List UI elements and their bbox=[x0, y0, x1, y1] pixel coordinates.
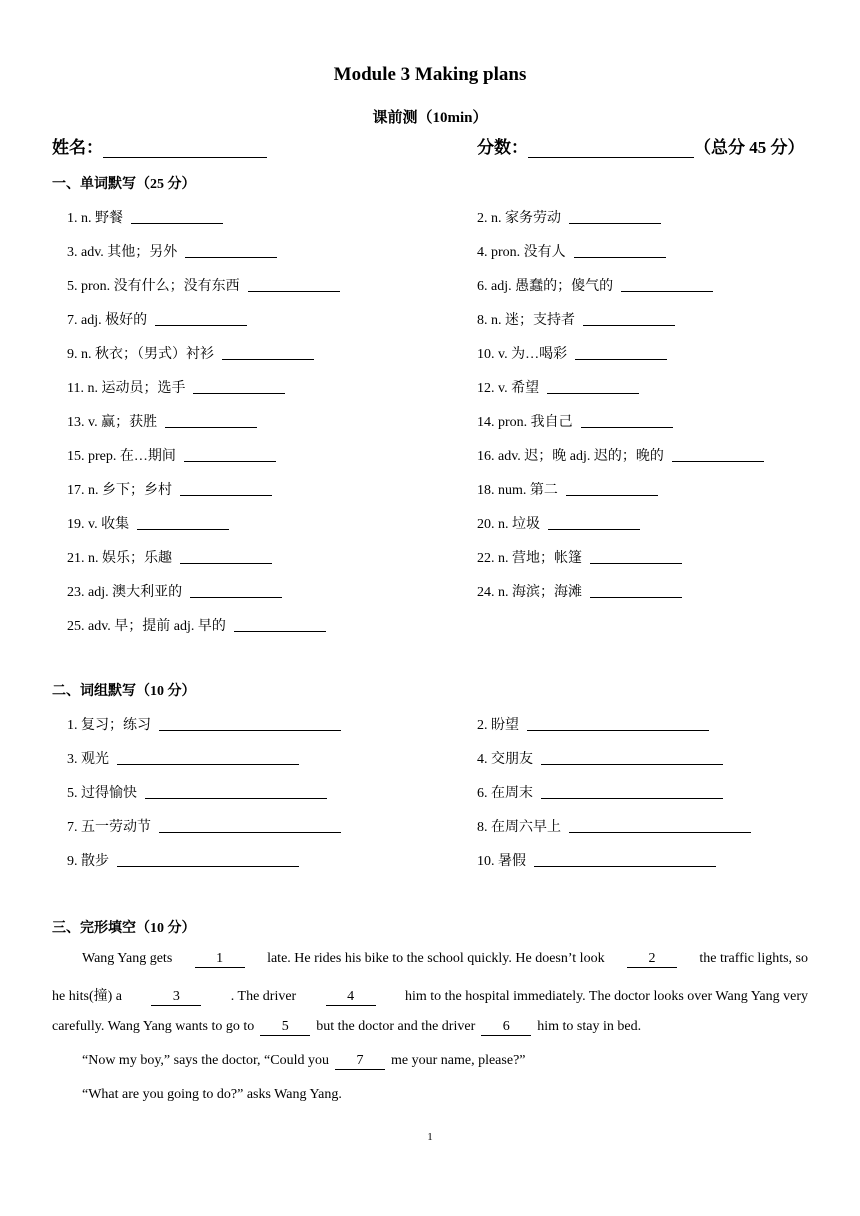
vocab-item-label: 17. n. 乡下；乡村 bbox=[67, 483, 172, 498]
vocab-item-label: 20. n. 垃圾 bbox=[477, 517, 540, 532]
vocab-item bbox=[477, 207, 661, 227]
cloze-blank-7[interactable]: 7 bbox=[335, 1053, 385, 1070]
cloze-text: me your name, please?” bbox=[391, 1053, 526, 1068]
cloze-text: but the doctor and the driver bbox=[316, 1019, 476, 1034]
name-blank[interactable] bbox=[103, 140, 267, 158]
answer-blank[interactable] bbox=[159, 818, 341, 833]
cloze-blank-4[interactable]: 4 bbox=[326, 989, 376, 1006]
vocab-item bbox=[477, 343, 667, 363]
page-title: Module 3 Making plans bbox=[333, 64, 527, 85]
vocab-item bbox=[477, 411, 673, 431]
answer-blank[interactable] bbox=[185, 243, 277, 258]
vocab-item-label: 18. num. 第二 bbox=[477, 483, 558, 498]
phrase-item-label: 2. 盼望 bbox=[477, 718, 519, 733]
answer-blank[interactable] bbox=[566, 481, 658, 496]
answer-blank[interactable] bbox=[184, 447, 276, 462]
vocab-item-label: 25. adv. 早；提前 adj. 早的 bbox=[67, 619, 226, 634]
vocab-item-label: 2. n. 家务劳动 bbox=[477, 211, 561, 226]
phrase-item-label: 4. 交朋友 bbox=[477, 752, 533, 767]
phrase-item-label: 7. 五一劳动节 bbox=[67, 820, 151, 835]
phrase-item-label: 5. 过得愉快 bbox=[67, 786, 137, 801]
vocab-item-label: 3. adv. 其他；另外 bbox=[67, 245, 178, 260]
vocab-item bbox=[67, 513, 229, 533]
phrase-item-label: 10. 暑假 bbox=[477, 854, 526, 869]
vocab-item bbox=[477, 479, 658, 499]
answer-blank[interactable] bbox=[672, 447, 764, 462]
answer-blank[interactable] bbox=[117, 852, 299, 867]
vocab-item-label: 7. adj. 极好的 bbox=[67, 313, 148, 328]
vocab-item-label: 10. v. 为…喝彩 bbox=[477, 347, 568, 362]
phrase-item-label: 1. 复习；练习 bbox=[67, 718, 151, 733]
cloze-text: late. He rides his bike to the school quickly. He doesn’t look bbox=[267, 951, 605, 966]
vocab-item bbox=[67, 615, 326, 635]
answer-blank[interactable] bbox=[574, 243, 666, 258]
answer-blank[interactable] bbox=[548, 515, 640, 530]
score-label: 分数： bbox=[477, 138, 528, 157]
answer-blank[interactable] bbox=[234, 617, 326, 632]
cloze-blank-6[interactable]: 6 bbox=[481, 1019, 531, 1036]
vocab-item-label: 22. n. 营地；帐篷 bbox=[477, 551, 582, 566]
phrase-item-label: 9. 散步 bbox=[67, 854, 109, 869]
vocab-item bbox=[67, 445, 276, 465]
vocab-item-label: 21. n. 娱乐；乐趣 bbox=[67, 551, 172, 566]
cloze-blank-1[interactable]: 1 bbox=[195, 951, 245, 968]
answer-blank[interactable] bbox=[193, 379, 285, 394]
name-field[interactable] bbox=[52, 133, 267, 158]
vocab-item-label: 15. prep. 在…期间 bbox=[67, 449, 176, 464]
vocab-item-label: 11. n. 运动员；选手 bbox=[67, 381, 186, 396]
vocab-item-label: 8. n. 迷；支持者 bbox=[477, 313, 575, 328]
answer-blank[interactable] bbox=[222, 345, 314, 360]
phrase-item bbox=[67, 816, 341, 836]
vocab-item bbox=[477, 377, 639, 397]
cloze-text: “What are you going to do?” asks Wang Yang. bbox=[82, 1087, 342, 1102]
cloze-text: Wang Yang gets bbox=[82, 951, 173, 966]
phrase-item bbox=[67, 850, 299, 870]
vocab-item-label: 5. pron. 没有什么；没有东西 bbox=[67, 279, 240, 294]
vocab-item bbox=[477, 547, 682, 567]
answer-blank[interactable] bbox=[569, 209, 661, 224]
cloze-line bbox=[52, 1019, 641, 1036]
phrase-item bbox=[67, 714, 341, 734]
phrase-item-label: 8. 在周六早上 bbox=[477, 820, 561, 835]
phrase-item bbox=[477, 816, 751, 836]
answer-blank[interactable] bbox=[131, 209, 223, 224]
answer-blank[interactable] bbox=[575, 345, 667, 360]
vocab-item bbox=[67, 411, 257, 431]
answer-blank[interactable] bbox=[581, 413, 673, 428]
score-field[interactable] bbox=[477, 133, 805, 158]
name-label: 姓名： bbox=[52, 138, 103, 157]
answer-blank[interactable] bbox=[190, 583, 282, 598]
phrase-item-label: 3. 观光 bbox=[67, 752, 109, 767]
phrase-item bbox=[477, 748, 723, 768]
vocab-item bbox=[477, 241, 666, 261]
cloze-text: the traffic lights, so bbox=[699, 951, 808, 966]
answer-blank[interactable] bbox=[534, 852, 716, 867]
answer-blank[interactable] bbox=[569, 818, 751, 833]
answer-blank[interactable] bbox=[180, 549, 272, 564]
section2-heading: 二、词组默写（10 分） bbox=[52, 684, 196, 699]
cloze-line bbox=[52, 985, 808, 1006]
phrase-item bbox=[67, 748, 299, 768]
cloze-text: carefully. Wang Yang wants to go to bbox=[52, 1019, 255, 1034]
answer-blank[interactable] bbox=[527, 716, 709, 731]
cloze-text: him to stay in bed. bbox=[537, 1019, 642, 1034]
vocab-item bbox=[67, 343, 314, 363]
cloze-line bbox=[82, 951, 808, 968]
vocab-item bbox=[67, 309, 247, 329]
vocab-item bbox=[67, 275, 340, 295]
cloze-line bbox=[82, 1053, 526, 1070]
cloze-text: he hits(撞) a bbox=[52, 989, 122, 1004]
vocab-item-label: 1. n. 野餐 bbox=[67, 211, 123, 226]
answer-blank[interactable] bbox=[117, 750, 299, 765]
vocab-item bbox=[477, 275, 713, 295]
vocab-item-label: 6. adj. 愚蠢的；傻气的 bbox=[477, 279, 614, 294]
vocab-item bbox=[477, 445, 764, 465]
answer-blank[interactable] bbox=[541, 750, 723, 765]
cloze-text: . The driver bbox=[230, 989, 297, 1004]
answer-blank[interactable] bbox=[621, 277, 713, 292]
answer-blank[interactable] bbox=[590, 583, 682, 598]
total-note: （总分 45 分） bbox=[694, 138, 805, 157]
answer-blank[interactable] bbox=[547, 379, 639, 394]
answer-blank[interactable] bbox=[155, 311, 247, 326]
answer-blank[interactable] bbox=[159, 716, 341, 731]
vocab-item-label: 13. v. 赢；获胜 bbox=[67, 415, 158, 430]
vocab-item bbox=[477, 309, 675, 329]
answer-blank[interactable] bbox=[590, 549, 682, 564]
answer-blank[interactable] bbox=[145, 784, 327, 799]
vocab-item-label: 9. n. 秋衣；（男式）衬衫 bbox=[67, 347, 214, 362]
answer-blank[interactable] bbox=[248, 277, 340, 292]
answer-blank[interactable] bbox=[541, 784, 723, 799]
vocab-item bbox=[67, 547, 272, 567]
phrase-item bbox=[477, 850, 716, 870]
vocab-item-label: 23. adj. 澳大利亚的 bbox=[67, 585, 183, 600]
cloze-blank-2[interactable]: 2 bbox=[627, 951, 677, 968]
score-blank[interactable] bbox=[528, 140, 694, 158]
vocab-item-label: 12. v. 希望 bbox=[477, 381, 540, 396]
vocab-item-label: 19. v. 收集 bbox=[67, 517, 130, 532]
page-number: 1 bbox=[427, 1131, 433, 1143]
cloze-blank-3[interactable]: 3 bbox=[151, 989, 201, 1006]
answer-blank[interactable] bbox=[180, 481, 272, 496]
vocab-item-label: 4. pron. 没有人 bbox=[477, 245, 566, 260]
page-subtitle: 课前测（10min） bbox=[372, 110, 488, 126]
phrase-item bbox=[67, 782, 327, 802]
section1-heading: 一、单词默写（25 分） bbox=[52, 177, 196, 192]
phrase-item bbox=[477, 782, 723, 802]
cloze-text: him to the hospital immediately. The doctor looks over Wang Yang very bbox=[405, 989, 808, 1004]
vocab-item-label: 24. n. 海滨；海滩 bbox=[477, 585, 582, 600]
answer-blank[interactable] bbox=[137, 515, 229, 530]
section3-heading: 三、完形填空（10 分） bbox=[52, 921, 196, 936]
vocab-item bbox=[477, 581, 682, 601]
vocab-item bbox=[67, 207, 223, 227]
vocab-item-label: 14. pron. 我自己 bbox=[477, 415, 573, 430]
answer-blank[interactable] bbox=[165, 413, 257, 428]
vocab-item-label: 16. adv. 迟；晚 adj. 迟的；晚的 bbox=[477, 449, 664, 464]
vocab-item bbox=[477, 513, 640, 533]
phrase-item bbox=[477, 714, 709, 734]
vocab-item bbox=[67, 377, 285, 397]
phrase-item-label: 6. 在周末 bbox=[477, 786, 533, 801]
cloze-line bbox=[82, 1087, 342, 1103]
vocab-item bbox=[67, 479, 272, 499]
vocab-item bbox=[67, 241, 277, 261]
answer-blank[interactable] bbox=[583, 311, 675, 326]
vocab-item bbox=[67, 581, 282, 601]
cloze-text: “Now my boy,” says the doctor, “Could you bbox=[82, 1053, 329, 1068]
cloze-blank-5[interactable]: 5 bbox=[260, 1019, 310, 1036]
